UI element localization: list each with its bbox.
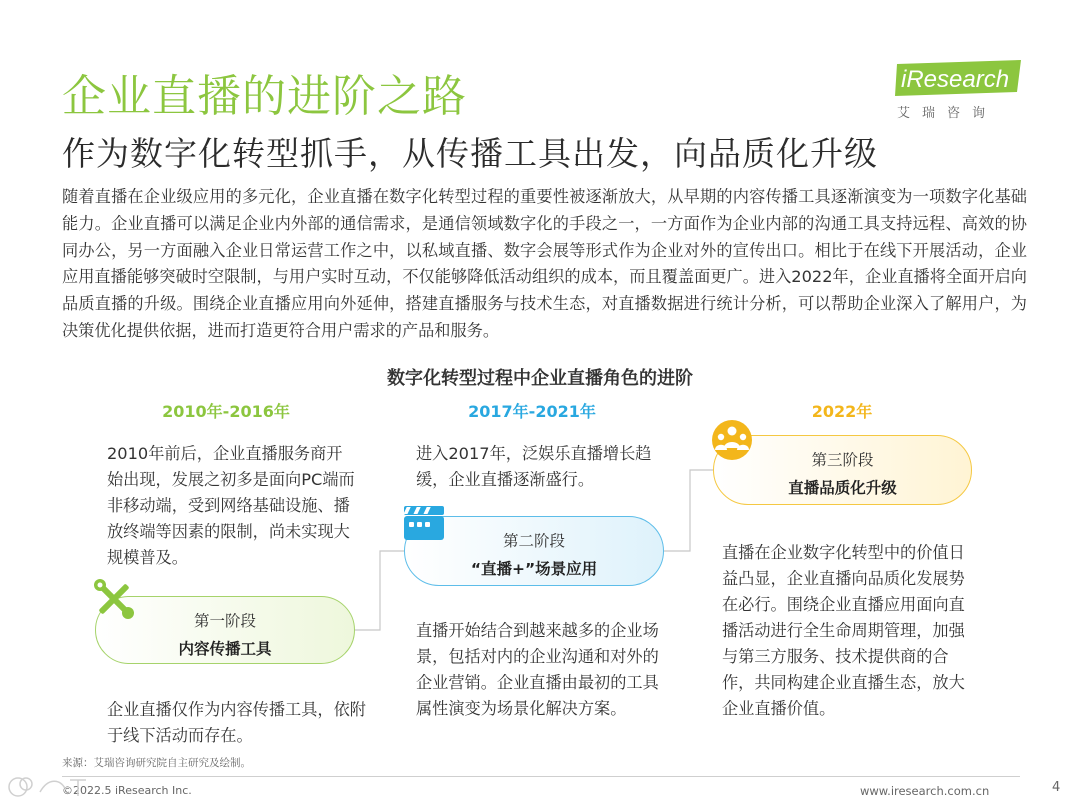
stage-3-name: 直播品质化升级 bbox=[788, 479, 897, 497]
copyright-text: ©2022.5 iResearch Inc. bbox=[62, 784, 192, 797]
footer-divider bbox=[62, 776, 1020, 777]
tools-icon bbox=[93, 578, 135, 620]
diagram-title: 数字化转型过程中企业直播角色的进阶 bbox=[387, 368, 693, 389]
website-link[interactable]: www.iresearch.com.cn bbox=[860, 784, 990, 798]
iresearch-logo-mark bbox=[893, 58, 1025, 98]
stage-1-label: 第一阶段 bbox=[193, 612, 256, 630]
period-stage-2: 2017年-2021年 bbox=[468, 402, 596, 421]
stage-1-top-text: 2010年前后，企业直播服务商开始出现，发展之初多是面向PC端而非移动端，受到网络基础设施、播放终端等因素的限制，尚未实现大规模普及。 bbox=[107, 444, 355, 567]
intro-paragraph: 随着直播在企业级应用的多元化，企业直播在数字化转型过程的重要性被逐渐放大，从早期的内容传播工具逐渐演变为一项数字化基础能力。企业直播可以满足企业内外部的通信需求，是通信领域数字化的手段之一，一方面作为企业内部的沟通工具支持远程、高效的协同办公，另一方面融入企业日常运营工作之中，以私域直播、数字会展等形式作为企业对外的宣传出口。相比于在线下开展活动，企业应用直播能够突破时空限制，与用户实时互动，不仅能够降低活动组织的成本，而且覆盖面更广。进入2022年，企业直播将全面开启向品质直播的升级。围绕企业直播应用向外延伸，搭建直播服务与技术生态，对直播数据进行统计分析，可以帮助企业深入了解用户，为决策优化提供依据，进而打造更符合用户需求的产品和服务。 bbox=[62, 187, 1027, 340]
logo-tagline: 艾瑞咨询 bbox=[897, 106, 998, 121]
stage-3-bottom-text: 直播在企业数字化转型中的价值日益凸显，企业直播向品质化发展势在必行。围绕企业直播应用面向直播活动进行全生命周期管理，加强与第三方服务、技术提供商的合作，共同构建企业直播生态，放大企业直播价值。 bbox=[722, 543, 965, 718]
watermark-logo bbox=[4, 772, 154, 802]
iresearch-logo bbox=[893, 58, 1033, 128]
page-subtitle: 作为数字化转型抓手，从传播工具出发，向品质化升级 bbox=[62, 134, 878, 173]
period-stage-3: 2022年 bbox=[811, 402, 873, 421]
period-stage-1: 2010年-2016年 bbox=[162, 402, 290, 421]
stage-2-top-text: 进入2017年，泛娱乐直播增长趋缓，企业直播逐渐盛行。 bbox=[416, 444, 652, 489]
page-title: 企业直播的进阶之路 bbox=[62, 71, 467, 122]
stage-1-name: 内容传播工具 bbox=[178, 640, 272, 658]
people-icon bbox=[710, 418, 754, 462]
source-note: 来源：艾瑞咨询研究院自主研究及绘制。 bbox=[62, 757, 251, 769]
stage-2-bottom-text: 直播开始结合到越来越多的企业场景，包括对内的企业沟通和对外的企业营销。企业直播由最初的工具属性演变为场景化解决方案。 bbox=[416, 621, 659, 718]
stage-2-name: “直播+”场景应用 bbox=[470, 560, 598, 578]
clapperboard-icon bbox=[402, 500, 446, 544]
stage-1-bottom-text: 企业直播仅作为内容传播工具，依附于线下活动而存在。 bbox=[107, 700, 366, 745]
stage-2-label: 第二阶段 bbox=[502, 532, 565, 550]
logo-brand-text: iResearch bbox=[901, 66, 1010, 93]
stage-3-label: 第三阶段 bbox=[811, 451, 874, 469]
page-number: 4 bbox=[1052, 780, 1061, 795]
